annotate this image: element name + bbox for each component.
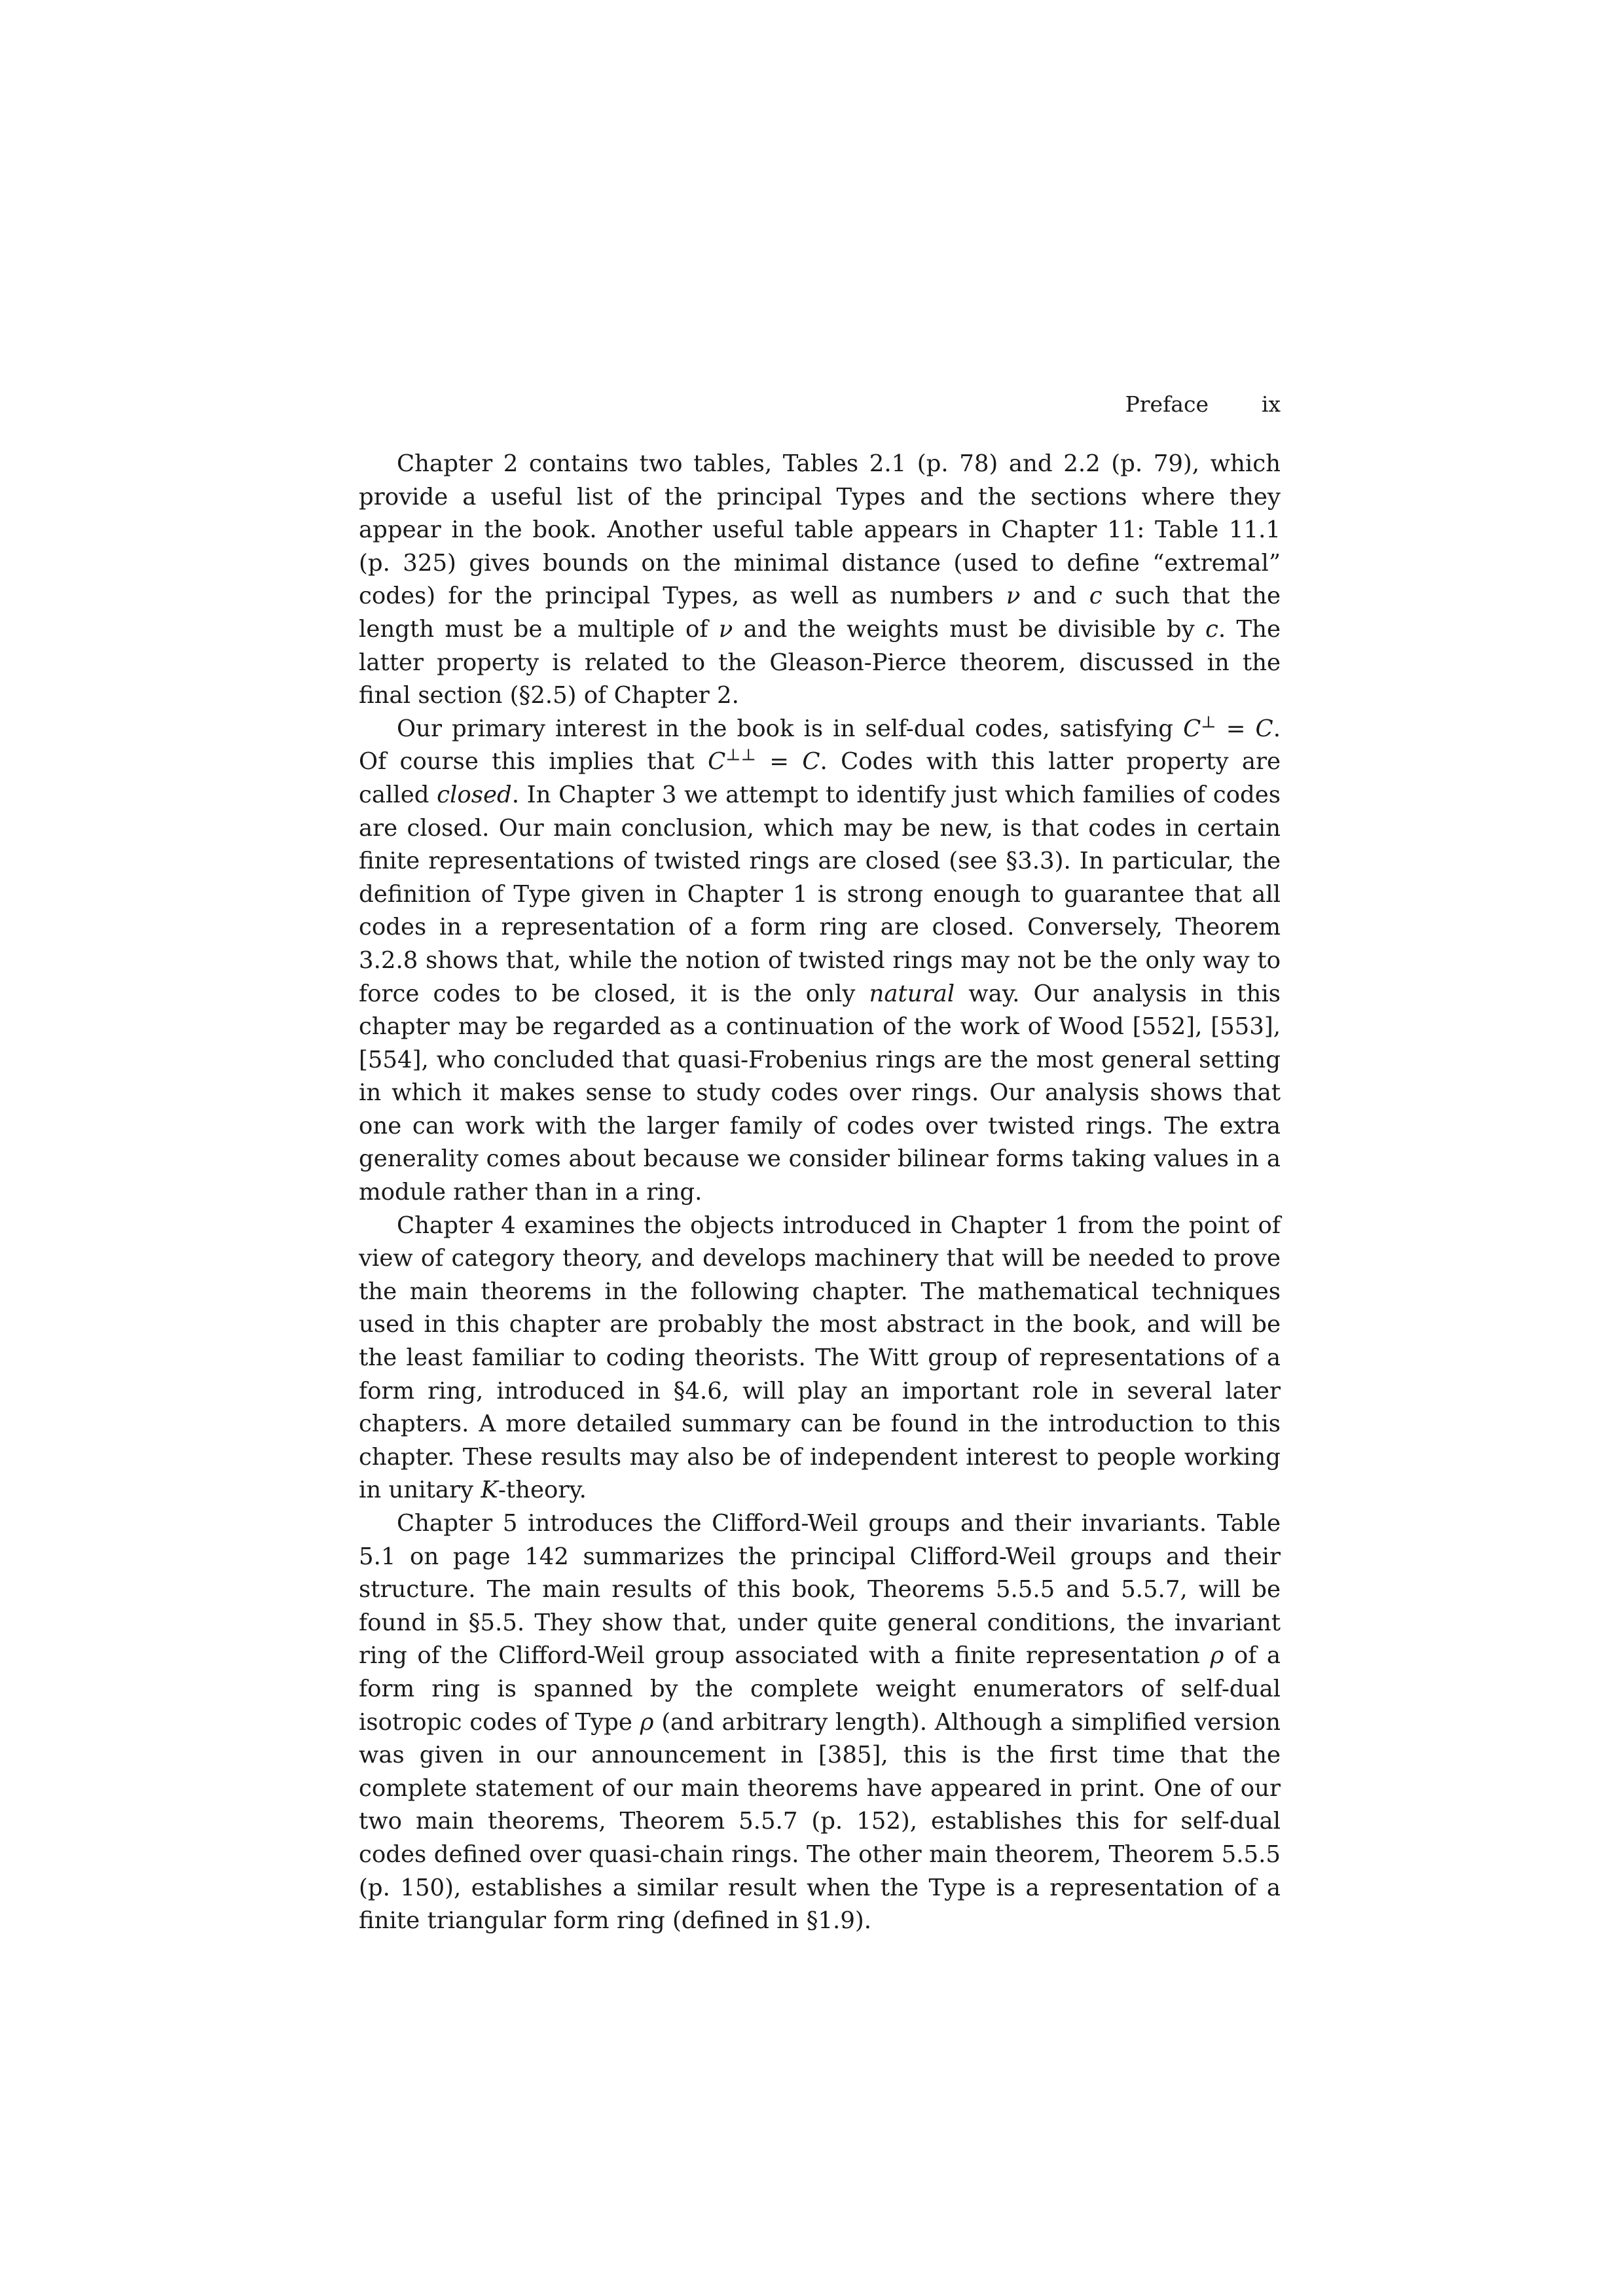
text-run: such that the length must be a multiple of	[359, 583, 1281, 643]
math-perp: ⊥	[1201, 712, 1216, 732]
math-equals: =	[1216, 715, 1256, 742]
text-run: . Codes with this latter property are called	[359, 748, 1281, 808]
text-run: and the weights must be divisible by	[733, 615, 1205, 643]
text-run: Chapter 2 contains two tables, Tables 2.1 (p. 78) and 2.2 (p. 79), which provide a useful list of the principal Types and the sections where they appear in the book. Another useful table appears in Chapter 11: Table 11.1 (p. 325) gives bounds on the minimal distance (used to define “extremal” codes) for the principal Types, as well as numbers	[359, 450, 1281, 610]
page-number: ix	[1261, 391, 1281, 417]
math-equals: =	[756, 748, 803, 776]
math-K: K	[481, 1477, 498, 1504]
math-nu: ν	[718, 615, 733, 643]
text-run: . Of course this implies that	[359, 715, 1281, 776]
math-rho: ρ	[640, 1708, 654, 1736]
text-run: Chapter 5 introduces the Clifford-Weil groups and their invariants. Table 5.1 on page 142 summarizes the principal Clifford-Weil groups and their structure. The main results of this book, Theorems 5.5.5 and 5.5.7, will be found in §5.5. They show that, under quite general conditions, the invariant ring of the Clifford-Weil group associated with a finite representation	[359, 1510, 1281, 1670]
paragraph-chapter-4	[359, 1210, 1281, 1507]
math-perp-perp: ⊥⊥	[725, 745, 756, 764]
math-C: C	[802, 748, 820, 776]
math-C: C	[1255, 715, 1273, 742]
text-run: Our primary interest in the book is in self-dual codes, satisfying	[397, 715, 1184, 742]
math-C: C	[1183, 715, 1201, 742]
body-text	[359, 448, 1281, 1938]
math-c: c	[1089, 583, 1103, 610]
math-nu: ν	[1006, 583, 1021, 610]
running-head	[359, 385, 1281, 424]
math-C: C	[708, 748, 726, 776]
math-c: c	[1205, 615, 1218, 643]
text-run: . In Chapter 3 we attempt to identify just which families of codes are closed. Our main conclusion, which may be new, is that codes in certain finite representations of twisted rings are closed (see §3.3). In particular, the definition of Type given in Chapter 1 is strong enough to guarantee that all codes in a representation of a form ring are closed. Conversely, Theorem 3.2.8 shows that, while the notion of twisted rings may not be the only way to force codes to be closed, it is the only	[359, 781, 1281, 1007]
text-run: . The latter property is related to the Gleason-Pierce theorem, discussed in the final section (§2.5) of Chapter 2.	[359, 615, 1281, 709]
text-run: way. Our analysis in this chapter may be regarded as a continuation of the work of Wood [552], [553], [554], who concluded that quasi-Frobenius rings are the most general setting in which it makes sense to study codes over rings. Our analysis shows that one can work with the larger family of codes over twisted rings. The extra generality comes about because we consider bilinear forms taking values in a module rather than in a ring.	[359, 980, 1281, 1206]
text-run: and	[1020, 583, 1089, 610]
text-run: (and arbitrary length). Although a simplified version was given in our announcement in [385], this is the first time that the complete statement of our main theorems have appeared in print. One of our two main theorems, Theorem 5.5.7 (p. 152), establishes this for self-dual codes defined over quasi-chain rings. The other main theorem, Theorem 5.5.5 (p. 150), establishes a similar result when the Type is a representation of a finite triangular form ring (defined in §1.9).	[359, 1708, 1281, 1935]
text-run: Chapter 4 examines the objects introduced in Chapter 1 from the point of view of category theory, and develops machinery that will be needed to prove the main theorems in the following chapter. The mathematical techniques used in this chapter are probably the most abstract in the book, and will be the least familiar to coding theorists. The Witt group of representations of a form ring, introduced in §4.6, will play an important role in several later chapters. A more detailed summary can be found in the introduction to this chapter. These results may also be of independent interest to people working in unitary	[359, 1211, 1281, 1504]
emphasis-closed: closed	[437, 781, 512, 808]
math-rho: ρ	[1210, 1642, 1224, 1670]
emphasis-natural: natural	[869, 980, 955, 1007]
text-run: of a form ring is spanned by the complete weight enumerators of self-dual isotropic codes of Type	[359, 1642, 1281, 1736]
paragraph-chapter-5	[359, 1507, 1281, 1938]
running-head-title: Preface	[1125, 391, 1209, 417]
paragraph-tables	[359, 448, 1281, 713]
text-run: -theory.	[498, 1477, 587, 1504]
paragraph-self-dual-codes	[359, 713, 1281, 1210]
